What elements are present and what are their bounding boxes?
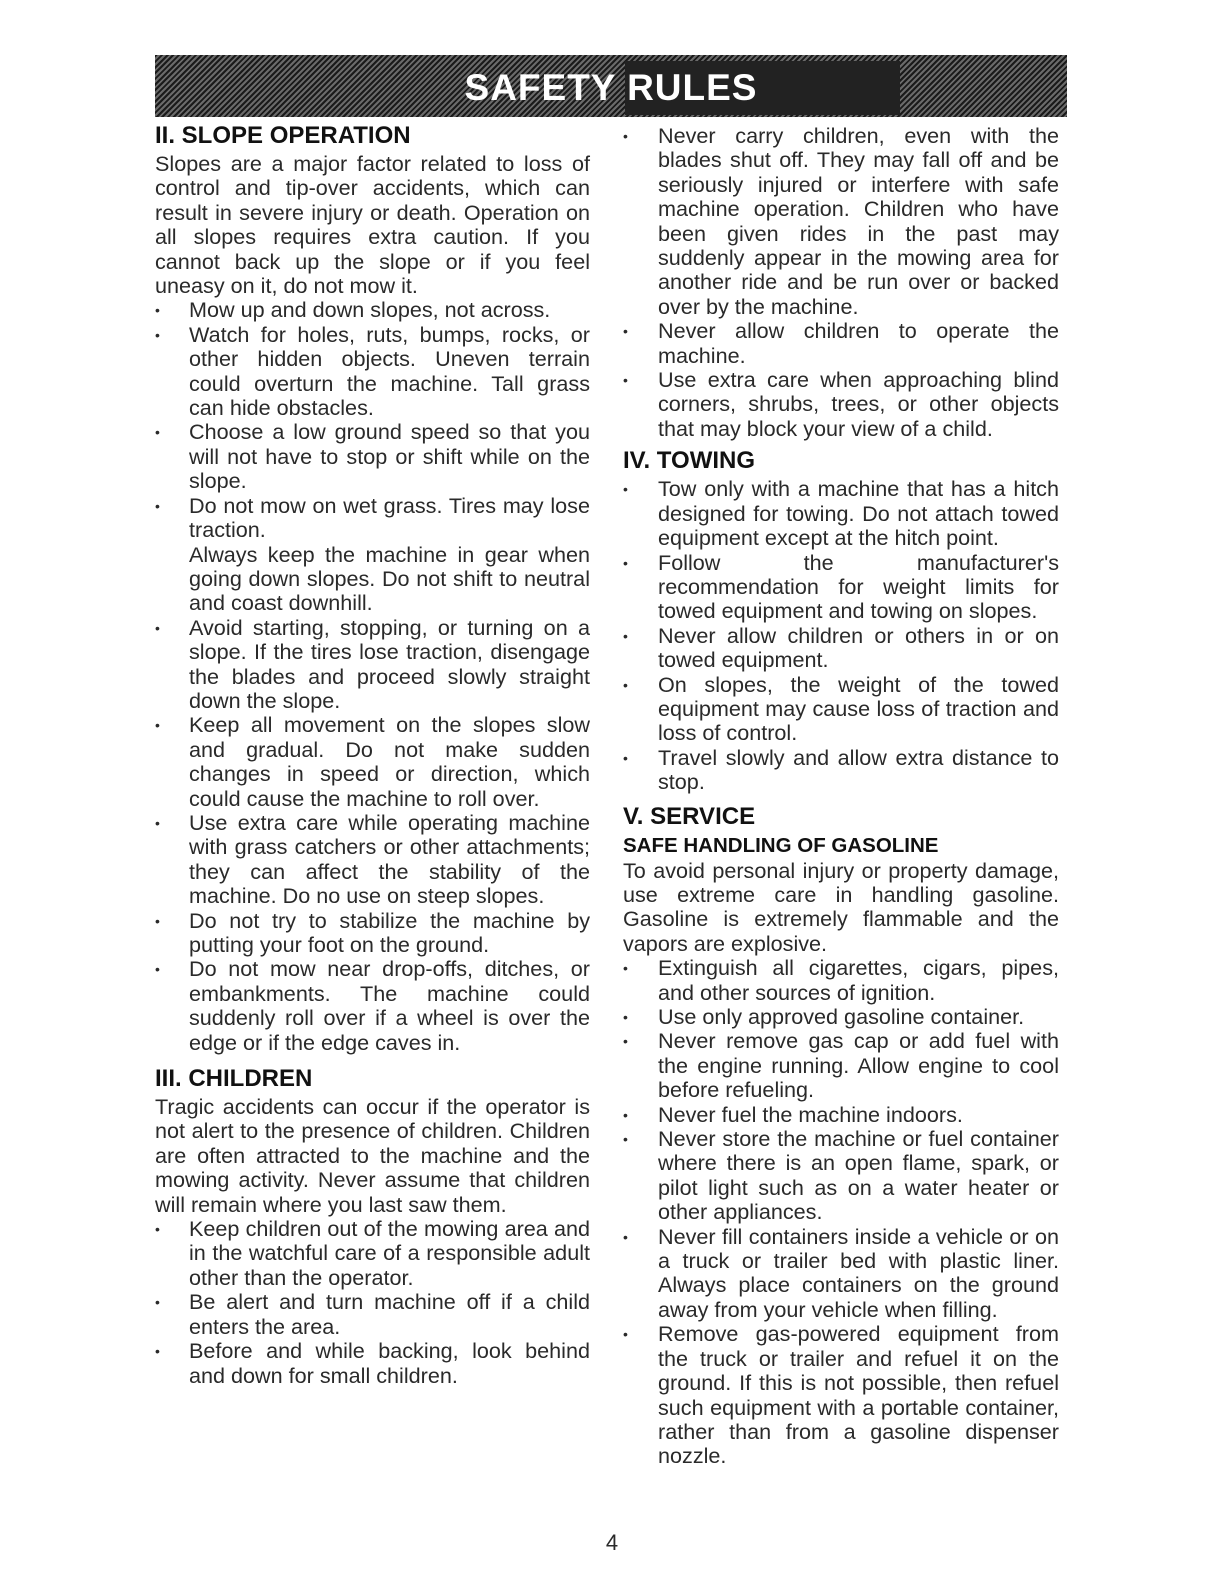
- gasoline-list: [623, 956, 1059, 1469]
- list-item: • Use extra care when approaching blind corners, shrubs, trees, or other objects that may block your view of a child.: [623, 368, 1059, 441]
- list-item: • Follow the manufacturer's recommendation for weight limits for towed equipment and towing on slopes.: [623, 551, 1059, 624]
- children-intro: Tragic accidents can occur if the operator is not alert to the presence of children. Children are often attracted to the machine and the mowing activity. Never assume that children will remain where you last saw them.: [155, 1094, 590, 1217]
- service-heading: V. SERVICE: [623, 802, 756, 830]
- list-item: • Use only approved gasoline container.: [623, 1005, 1059, 1029]
- list-item: • Never store the machine or fuel container where there is an open flame, spark, or pilot light such as on a water heater or other appliances.: [623, 1127, 1059, 1225]
- list-item: • Never fill containers inside a vehicle or on a truck or trailer bed with plastic liner. Always place containers on the ground away from your vehicle when filling.: [623, 1225, 1059, 1323]
- right-column: [623, 120, 1059, 1469]
- list-item: • Do not mow on wet grass. Tires may lose traction.: [155, 494, 590, 543]
- list-item: • Do not mow near drop-offs, ditches, or embankments. The machine could suddenly roll over if a wheel is over the edge or if the edge caves in.: [155, 957, 590, 1055]
- list-item: • Extinguish all cigarettes, cigars, pipes, and other sources of ignition.: [623, 956, 1059, 1005]
- slope-operation-heading: II. SLOPE OPERATION: [155, 122, 411, 149]
- towing-list: [623, 477, 1059, 794]
- service-intro: To avoid personal injury or property damage, use extreme care in handling gasoline. Gasoline is extremely flammable and the vapors are explosive.: [623, 857, 1059, 956]
- children-list-continued: [623, 124, 1059, 441]
- list-item: • Travel slowly and allow extra distance to stop.: [623, 746, 1059, 795]
- left-column: [155, 120, 590, 1388]
- slope-intro: Slopes are a major factor related to loss of control and tip-over accidents, which can result in severe injury or death. Operation on all slopes requires extra caution. If you cannot back up the slope or if you feel uneasy on it, do not mow it.: [155, 151, 590, 299]
- list-item: • Mow up and down slopes, not across.: [155, 298, 590, 322]
- list-item: • Never allow children or others in or on towed equipment.: [623, 624, 1059, 673]
- slope-continuation: Always keep the machine in gear when going down slopes. Do not shift to neutral and coast downhill.: [189, 541, 590, 616]
- list-item: • Be alert and turn machine off if a child enters the area.: [155, 1290, 590, 1339]
- page-number: 4: [605, 1530, 619, 1555]
- slope-list-2: [155, 616, 590, 1055]
- children-heading: III. CHILDREN: [155, 1065, 313, 1093]
- list-item: • Watch for holes, ruts, bumps, rocks, or other hidden objects. Uneven terrain could overturn the machine. Tall grass can hide obstacles.: [155, 323, 590, 421]
- list-item: • On slopes, the weight of the towed equipment may cause loss of traction and loss of control.: [623, 673, 1059, 746]
- list-item: • Before and while backing, look behind and down for small children.: [155, 1339, 590, 1388]
- slope-list: [155, 298, 590, 542]
- list-item: • Do not try to stabilize the machine by putting your foot on the ground.: [155, 909, 590, 958]
- towing-heading: IV. TOWING: [623, 447, 756, 475]
- gasoline-subheading: SAFE HANDLING OF GASOLINE: [623, 833, 939, 857]
- children-list: [155, 1217, 590, 1388]
- list-item: • Never allow children to operate the machine.: [623, 319, 1059, 368]
- list-item: • Use extra care while operating machine with grass catchers or other attachments; they can affect the stability of the machine. Do no use on steep slopes.: [155, 811, 590, 909]
- list-item: • Never carry children, even with the blades shut off. They may fall off and be seriously injured or interfere with safe machine operation. Children who have been given rides in the past may suddenly appear in the mowing area for another ride and be run over or backed over by the machine.: [623, 124, 1059, 319]
- list-item: • Avoid starting, stopping, or turning on a slope. If the tires lose traction, disengage the blades and proceed slowly straight down the slope.: [155, 616, 590, 714]
- list-item: • Keep all movement on the slopes slow and gradual. Do not make sudden changes in speed or direction, which could cause the machine to roll over.: [155, 713, 590, 811]
- list-item: • Never remove gas cap or add fuel with the engine running. Allow engine to cool before refueling.: [623, 1029, 1059, 1102]
- list-item: • Keep children out of the mowing area and in the watchful care of a responsible adult other than the operator.: [155, 1217, 590, 1290]
- banner-title: SAFETY RULES: [464, 67, 758, 108]
- list-item: • Choose a low ground speed so that you will not have to stop or shift while on the slope.: [155, 420, 590, 493]
- list-item: • Tow only with a machine that has a hitch designed for towing. Do not attach towed equipment except at the hitch point.: [623, 477, 1059, 550]
- list-item: • Remove gas-powered equipment from the truck or trailer and refuel it on the ground. If this is not possible, then refuel such equipment with a portable container, rather than from a gasoline dispenser nozzle.: [623, 1322, 1059, 1468]
- list-item: • Never fuel the machine indoors.: [623, 1103, 1059, 1127]
